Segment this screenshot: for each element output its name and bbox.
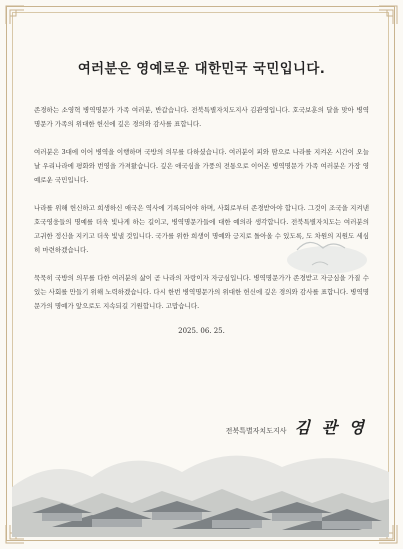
paragraph-honor: 나라를 위해 헌신하고 희생하신 애국은 역사에 기록되어야 하며, 사회로부터 존경받아야 합니다. 그것이 조국을 지켜낸 호국영웅들의 명예를 더욱 빛나게 하는 길이고, 병역명문가들에 대한 예의라 생각합니다. 전북특별자치도는 여러분의 고귀한 정신을 지키고 더욱 빛낼 것입니다. 국가를 위한 희생이 명예와 긍지로 돌아올 수 있도록, 도 차원의 지원도 세심히 마련하겠습니다. xyxy=(34,204,369,254)
letter-body xyxy=(34,58,369,335)
corner-ornament-icon xyxy=(377,4,399,26)
corner-ornament-icon xyxy=(4,4,26,26)
signer-title: 전북특별자치도지사 xyxy=(225,427,287,435)
letter-title: 여러분은 영예로운 대한민국 국민입니다. xyxy=(77,62,326,77)
hanok-village-illustration xyxy=(12,417,389,537)
letter-date: 2025. 06. 25. xyxy=(178,327,225,335)
signer-name: 김 관 영 xyxy=(294,418,367,437)
paragraph-closing: 묵묵히 국방의 의무를 다한 여러분의 삶이 곧 나라의 자랑이자 자긍심입니다. 병역명문가가 존경받고 자긍심을 가질 수 있는 사회를 만들기 위해 노력하겠습니다. 다시 한번 병역명문가의 위대한 헌신에 깊은 경의와 감사를 표합니다. 병역명문가의 명예가 앞으로도 지속되길 기원합니다. 고맙습니다. xyxy=(34,274,369,310)
paragraph-service: 여러분은 3대에 이어 병역을 이행하며 국방의 의무를 다하셨습니다. 여러분이 피와 땀으로 나라를 지켜온 시간이 오늘날 우리나라에 평화와 번영을 가져왔습니다. 깊은 애국심을 가풍의 전통으로 이어온 병역명문가 가족 여러분은 가장 영예로운 국민입니다. xyxy=(34,148,369,184)
paragraph-greeting: 존경하는 소영혁 병역명문가 가족 여러분, 반갑습니다. 전북특별자치도지사 김관영입니다. 호국보훈의 달을 맞아 병역명문가 가족의 위대한 헌신에 깊은 경의와 감사를 표합니다. xyxy=(34,106,369,128)
